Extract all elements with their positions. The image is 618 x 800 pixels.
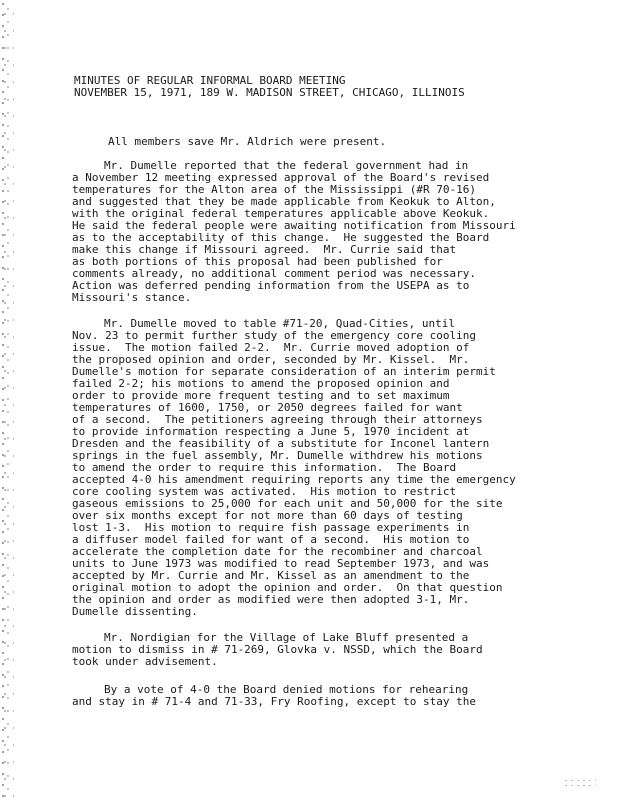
paragraph-3-line-9: of a second. The petitioners agreeing through their attorneys bbox=[72, 413, 483, 426]
paragraph-3-line-22: accepted by Mr. Currie and Mr. Kissel as an amendment to the bbox=[72, 569, 470, 582]
paragraph-3-line-23: original motion to adopt the opinion and order. On that question bbox=[72, 581, 503, 594]
paragraph-2-line-5: with the original federal temperatures applicable above Keokuk. bbox=[72, 207, 490, 220]
paragraph-3-line-14: accepted 4-0 his amendment requiring reports any time the emergency bbox=[72, 473, 516, 486]
paragraph-3-line-21: units to June 1973 was modified to read September 1973, and was bbox=[72, 557, 490, 570]
paragraph-2-line-10: comments already, no additional comment period was necessary. bbox=[72, 267, 476, 280]
paragraph-5-line-2: and stay in # 71-4 and 71-33, Fry Roofing, except to stay the bbox=[72, 695, 476, 708]
paragraph-3-line-18: lost 1-3. His motion to require fish passage experiments in bbox=[72, 521, 470, 534]
paragraph-3-line-5: Dumelle's motion for separate consideration of an interim permit bbox=[72, 365, 496, 378]
paragraph-2-line-2: a November 12 meeting expressed approval of the Board's revised bbox=[72, 171, 490, 184]
paragraph-3-line-12: springs in the fuel assembly, Mr. Dumelle withdrew his motions bbox=[72, 449, 483, 462]
paragraph-2-line-3: temperatures for the Alton area of the Mississippi (#R 70-16) bbox=[72, 183, 476, 196]
paragraph-3-line-17: over six months except for not more than 60 days of testing bbox=[72, 509, 463, 522]
paragraph-3-line-20: accelerate the completion date for the recombiner and charcoal bbox=[72, 545, 483, 558]
paragraph-2-line-9: as both portions of this proposal had been published for bbox=[72, 255, 443, 268]
paragraph-2-line-8: make this change if Missouri agreed. Mr. Currie said that bbox=[72, 243, 457, 256]
paragraph-3-line-7: order to provide more frequent testing and to set maximum bbox=[72, 389, 450, 402]
paragraph-3-line-15: core cooling system was activated. His motion to restrict bbox=[72, 485, 457, 498]
paragraph-5-line-1: By a vote of 4-0 the Board denied motions for rehearing bbox=[104, 683, 469, 696]
paragraph-3-line-13: to amend the order to require this information. The Board bbox=[72, 461, 457, 474]
paragraph-2-line-12: Missouri's stance. bbox=[72, 291, 192, 304]
paragraph-1-line-1: All members save Mr. Aldrich were present. bbox=[108, 135, 387, 148]
paragraph-3-line-8: temperatures of 1600, 1750, or 2050 degrees failed for want bbox=[72, 401, 463, 414]
paragraph-3-line-25: Dumelle dissenting. bbox=[72, 605, 198, 618]
paragraph-4-line-1: Mr. Nordigian for the Village of Lake Bluff presented a bbox=[104, 631, 469, 644]
paragraph-2-line-7: as to the acceptability of this change. He suggested the Board bbox=[72, 231, 490, 244]
heading-line-1: MINUTES OF REGULAR INFORMAL BOARD MEETING bbox=[74, 74, 346, 87]
scan-noise-mark bbox=[562, 776, 596, 786]
paragraph-3-line-16: gaseous emissions to 25,000 for each unit and 50,000 for the site bbox=[72, 497, 503, 510]
paragraph-2-line-4: and suggested that they be made applicable from Keokuk to Alton, bbox=[72, 195, 496, 208]
paragraph-3-line-1: Mr. Dumelle moved to table #71-20, Quad-Cities, until bbox=[104, 317, 455, 330]
heading-line-2: NOVEMBER 15, 1971, 189 W. MADISON STREET, CHICAGO, ILLINOIS bbox=[74, 86, 465, 99]
paragraph-2-line-1: Mr. Dumelle reported that the federal government had in bbox=[104, 159, 469, 172]
scan-noise-edge bbox=[0, 0, 14, 800]
paragraph-3-line-3: issue. The motion failed 2-2. Mr. Currie moved adoption of bbox=[72, 341, 470, 354]
paragraph-3-line-24: the opinion and order as modified were then adopted 3-1, Mr. bbox=[72, 593, 470, 606]
paragraph-3-line-6: failed 2-2; his motions to amend the proposed opinion and bbox=[72, 377, 450, 390]
paragraph-2-line-11: Action was deferred pending information from the USEPA as to bbox=[72, 279, 470, 292]
paragraph-3-line-11: Dresden and the feasibility of a substitute for Inconel lantern bbox=[72, 437, 490, 450]
paragraph-2-line-6: He said the federal people were awaiting notification from Missouri bbox=[72, 219, 516, 232]
paragraph-3-line-2: Nov. 23 to permit further study of the emergency core cooling bbox=[72, 329, 476, 342]
paragraph-3-line-10: to provide information respecting a June 5, 1970 incident at bbox=[72, 425, 470, 438]
paragraph-3-line-19: a diffuser model failed for want of a second. His motion to bbox=[72, 533, 470, 546]
paragraph-3-line-4: the proposed opinion and order, seconded by Mr. Kissel. Mr. bbox=[72, 353, 470, 366]
paragraph-4-line-2: motion to dismiss in # 71-269, Glovka v. NSSD, which the Board bbox=[72, 643, 483, 656]
paragraph-4-line-3: took under advisement. bbox=[72, 655, 218, 668]
